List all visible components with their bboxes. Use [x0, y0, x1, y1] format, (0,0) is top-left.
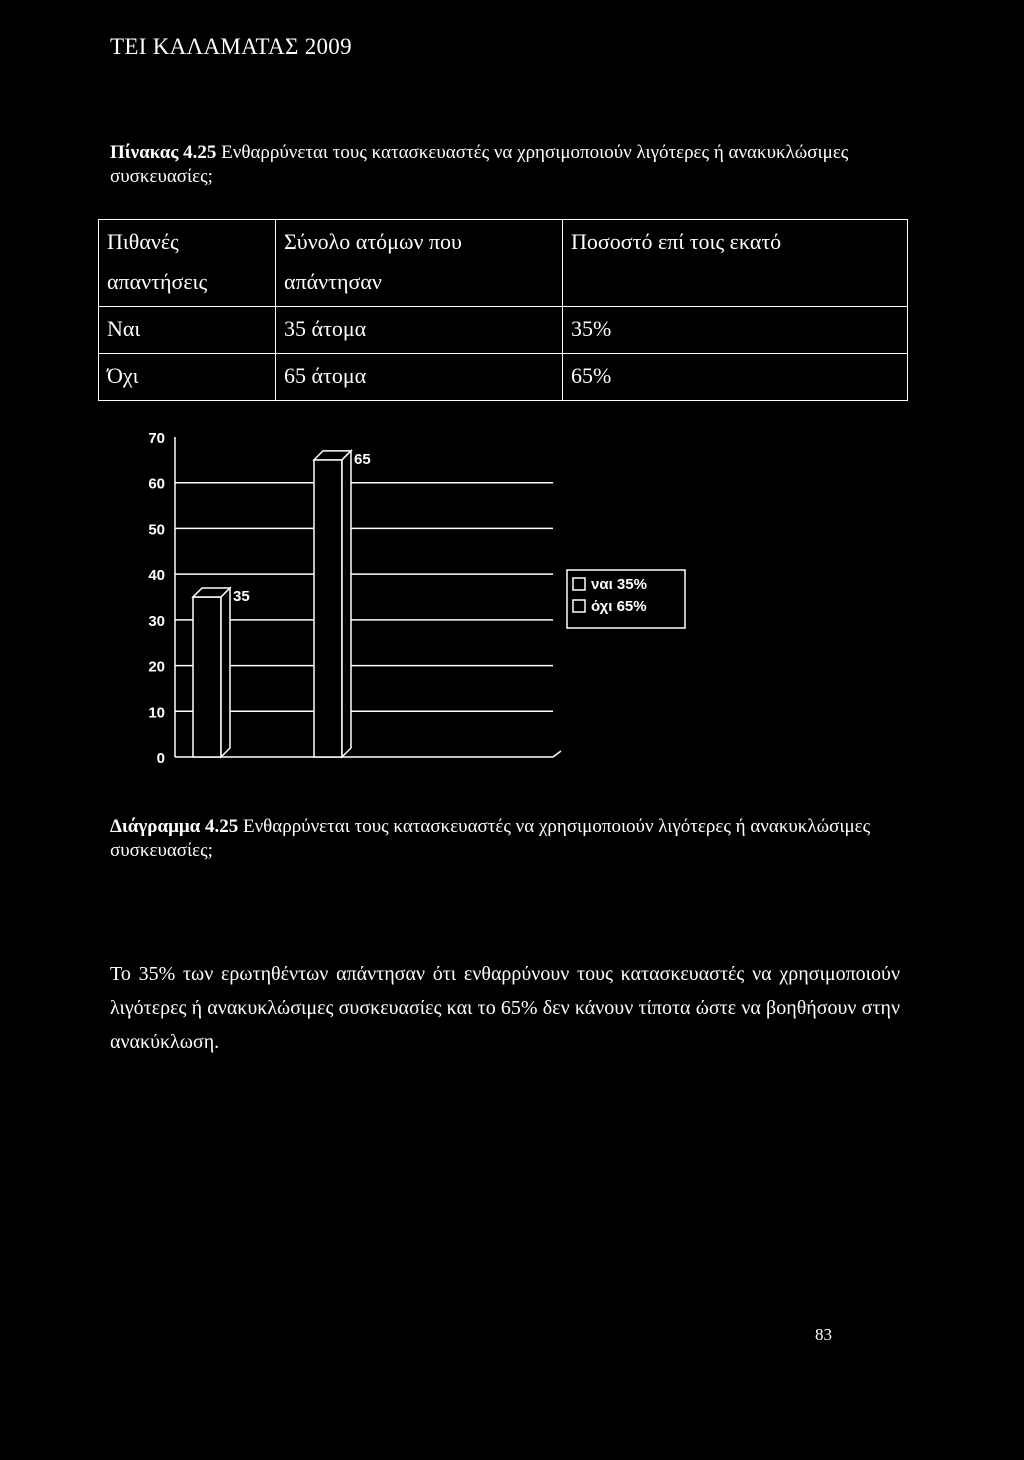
bar-side-face — [342, 451, 351, 757]
table-cell: Όχι — [99, 354, 276, 401]
bar — [193, 597, 221, 757]
table-header-row — [99, 220, 908, 307]
y-tick-label: 70 — [148, 430, 165, 447]
summary-paragraph: Το 35% των ερωτηθέντων απάντησαν ότι ενθαρρύνουν τους κατασκευαστές να χρησιμοποιούν λιγότερες ή ανακυκλώσιμες συσκευασίες και το 65% δεν κάνουν τίποτα ώστε να βοηθήσουν στην ανακύκλωση. — [110, 963, 900, 1053]
table-row — [99, 354, 908, 401]
survey-table — [98, 219, 908, 401]
header-line: απαντήσεις — [107, 269, 208, 294]
bar — [314, 460, 342, 757]
bar-side-face — [221, 588, 230, 757]
table-caption-label: Πίνακας 4.25 — [110, 142, 217, 163]
y-tick-label: 60 — [148, 475, 165, 493]
bar-chart — [130, 420, 710, 780]
table-cell: 65 άτομα — [276, 354, 563, 401]
figure-caption-label: Διάγραμμα 4.25 — [110, 816, 239, 837]
table-row — [99, 307, 908, 354]
table-caption-text: Ενθαρρύνεται τους κατασκευαστές να χρησιμοποιούν λιγότερες ή ανακυκλώσιμες συσκευασίες; — [110, 142, 849, 187]
table-cell: 35% — [563, 307, 908, 354]
y-tick-label: 30 — [148, 612, 165, 630]
legend-entry: ναι 35% — [591, 576, 647, 593]
table-caption — [110, 141, 930, 189]
legend-entry: όχι 65% — [591, 598, 647, 615]
header-line: Ποσοστό επί τοις εκατό — [571, 229, 782, 254]
data-label: 65 — [354, 450, 371, 468]
figure-caption-text: Ενθαρρύνεται τους κατασκευαστές να χρησιμοποιούν λιγότερες ή ανακυκλώσιμες συσκευασίες; — [110, 816, 871, 861]
figure-caption — [110, 815, 930, 863]
table-cell: Ναι — [99, 307, 276, 354]
y-tick-label: 20 — [148, 658, 165, 676]
page-number: 83 — [815, 1325, 832, 1344]
y-tick-label: 50 — [148, 521, 165, 539]
page-header: ΤΕΙ ΚΑΛΑΜΑΤΑΣ 2009 — [110, 34, 352, 59]
header-line: Σύνολο ατόμων που — [284, 229, 462, 254]
table-header-cell — [99, 220, 276, 307]
table-header-cell — [563, 220, 908, 307]
header-line: Πιθανές — [107, 229, 179, 254]
table-cell: 35 άτομα — [276, 307, 563, 354]
table-header-cell — [276, 220, 563, 307]
x-axis-depth-edge — [553, 751, 561, 757]
y-tick-label: 0 — [156, 750, 165, 767]
table-cell: 65% — [563, 354, 908, 401]
y-tick-label: 40 — [148, 567, 165, 585]
data-label: 35 — [233, 588, 250, 605]
header-line: απάντησαν — [284, 269, 382, 294]
y-tick-label: 10 — [148, 704, 165, 722]
